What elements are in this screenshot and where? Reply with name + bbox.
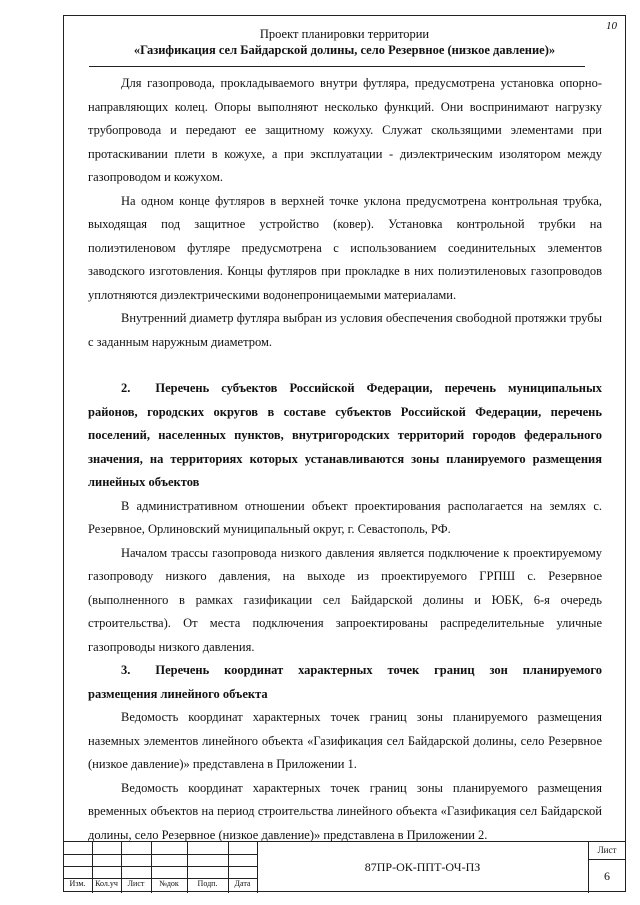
title-block-label: №док	[159, 879, 179, 888]
document-header	[63, 26, 626, 58]
paragraph: Началом трассы газопровода низкого давления является подключение к проектируемому газопроводу низкого давления, на выходе из проектируемого ГРПШ с. Резервное (выполненного в рамках газификации сел Байдарской долины и ЮБК, 6-я очередь строительства). От места подключения запроектированы распределительные уличные газопроводы низкого давления.	[88, 545, 602, 654]
sheet-label: Лист	[597, 845, 617, 855]
paragraph: На одном конце футляров в верхней точке уклона предусмотрена контрольная трубка, выходящая под защитное устройство (ковер). Установка контрольной трубки на полиэтиленовом футляре предусмотрена с использованием соединительных элементов заводского изготовления. Концы футляров при прокладке в них полиэтиленовых газопроводов уплотняются диэлектрическими водонепроницаемыми материалами.	[88, 193, 602, 302]
title-block-label: Подп.	[197, 879, 218, 888]
header-line-1: Проект планировки территории	[259, 27, 430, 41]
sheet-number: 6	[604, 869, 610, 883]
spacer	[88, 354, 602, 377]
paragraph: Внутренний диаметр футляра выбран из условия обеспечения свободной протяжки трубы с заданным наружным диаметром.	[88, 311, 602, 349]
title-block-row-line	[63, 866, 257, 867]
title-block-row-line	[63, 854, 257, 855]
section-heading: 3. Перечень координат характерных точек границ зон планируемого размещения линейного объекта	[88, 663, 602, 701]
title-block-label: Дата	[234, 879, 251, 888]
document-body	[88, 72, 602, 847]
paragraph: В административном отношении объект проектирования располагается на землях с. Резервное, Орлиновский муниципальный округ, г. Севастополь, РФ.	[88, 498, 602, 536]
paragraph: Для газопровода, прокладываемого внутри футляра, предусмотрена установка опорно-направляющих колец. Опоры выполняют несколько функций. Они воспринимают нагрузку трубопровода и передают ее защитному кожуху. Служат скользящими элементами при протаскивании плети в кожухе, а при эксплуатации - диэлектрическим изолятором между газопроводом и кожухом.	[88, 76, 602, 184]
page-number: 10	[606, 20, 617, 32]
title-block-label: Изм.	[69, 879, 86, 888]
title-block-label: Кол.уч	[95, 879, 118, 888]
paragraph: Ведомость координат характерных точек границ зоны планируемого размещения наземных элементов линейного объекта «Газификация сел Байдарской долины, село Резервное (низкое давление)» представлена в Приложении 1.	[88, 710, 602, 771]
title-block-label: Лист	[127, 879, 145, 888]
section-heading: 2. Перечень субъектов Российской Федерации, перечень муниципальных районов, городских округов в составе субъектов Российской Федерации, перечень поселений, населенных пунктов, внутригородских территорий городов федерального значения, на территориях которых устанавливаются зоны планируемого размещения линейных объектов	[88, 381, 602, 489]
header-divider	[89, 66, 585, 67]
title-block	[63, 841, 626, 893]
header-line-2: «Газификация сел Байдарской долины, село Резервное (низкое давление)»	[133, 43, 556, 57]
document-code: 87ПР-ОК-ППТ-ОЧ-ПЗ	[364, 860, 481, 874]
sheet-divider	[588, 859, 626, 860]
paragraph: Ведомость координат характерных точек границ зоны планируемого размещения временных объектов на период строительства линейного объекта «Газификация сел Байдарской долины, село Резервное (низкое давление)» представлена в Приложении 2.	[88, 780, 602, 842]
